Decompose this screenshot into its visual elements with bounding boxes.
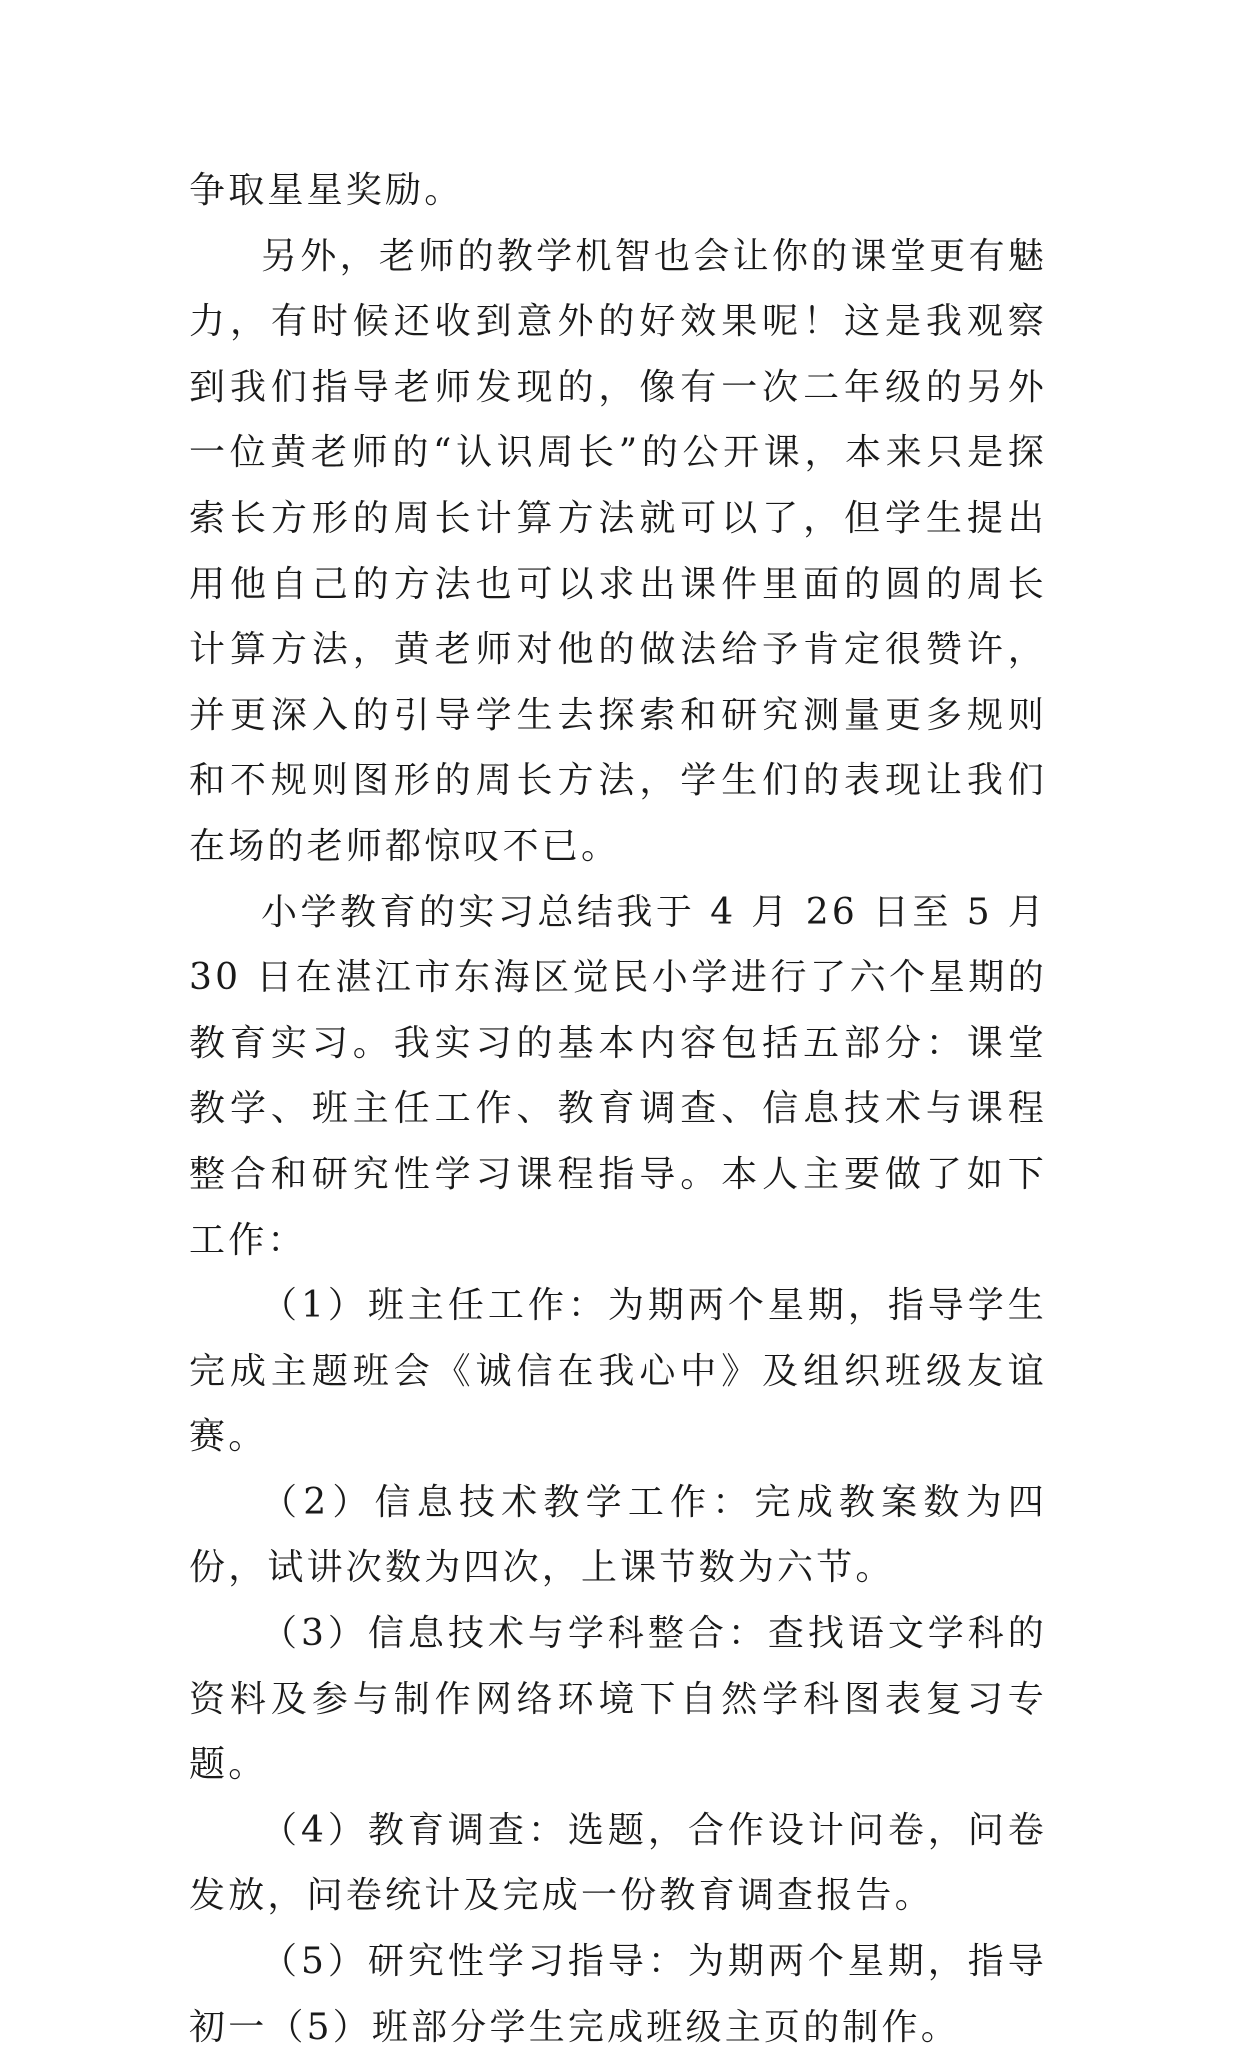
list-item-it-teaching: （2）信息技术教学工作：完成教案数为四份，试讲次数为四次，上课节数为六节。 bbox=[189, 1481, 1047, 1589]
paragraph-internship-summary: 小学教育的实习总结我于 4 月 26 日至 5 月 30 日在湛江市东海区觉民小学进行了六个星期的教育实习。我实习的基本内容包括五部分：课堂教学、班主任工作、教育调查、信息技术与课程整合和研究性学习课程指导。本人主要做了如下工作： bbox=[189, 891, 1047, 1261]
paragraph-teaching-wit: 另外，老师的教学机智也会让你的课堂更有魅力，有时候还收到意外的好效果呢！这是我观察到我们指导老师发现的，像有一次二年级的另外一位黄老师的“认识周长”的公开课，本来只是探索长方形的周长计算方法就可以了，但学生提出用他自己的方法也可以求出课件里面的圆的周长计算方法，黄老师对他的做法给予肯定很赞许，并更深入的引导学生去探索和研究测量更多规则和不规则图形的周长方法，学生们的表现让我们在场的老师都惊叹不已。 bbox=[189, 235, 1047, 867]
list-item-it-integration: （3）信息技术与学科整合：查找语文学科的资料及参与制作网络环境下自然学科图表复习专题。 bbox=[189, 1613, 1047, 1786]
list-item-head-teacher-work: （1）班主任工作：为期两个星期，指导学生完成主题班会《诚信在我心中》及组织班级友谊赛。 bbox=[189, 1285, 1047, 1458]
paragraph-continuation: 争取星星奖励。 bbox=[189, 170, 464, 211]
document-body bbox=[189, 158, 1047, 2060]
list-item-education-survey: （4）教育调查：选题，合作设计问卷，问卷发放，问卷统计及完成一份教育调查报告。 bbox=[189, 1809, 1047, 1917]
list-item-research-learning: （5）研究性学习指导：为期两个星期，指导初一（5）班部分学生完成班级主页的制作。 bbox=[189, 1941, 1047, 2048]
